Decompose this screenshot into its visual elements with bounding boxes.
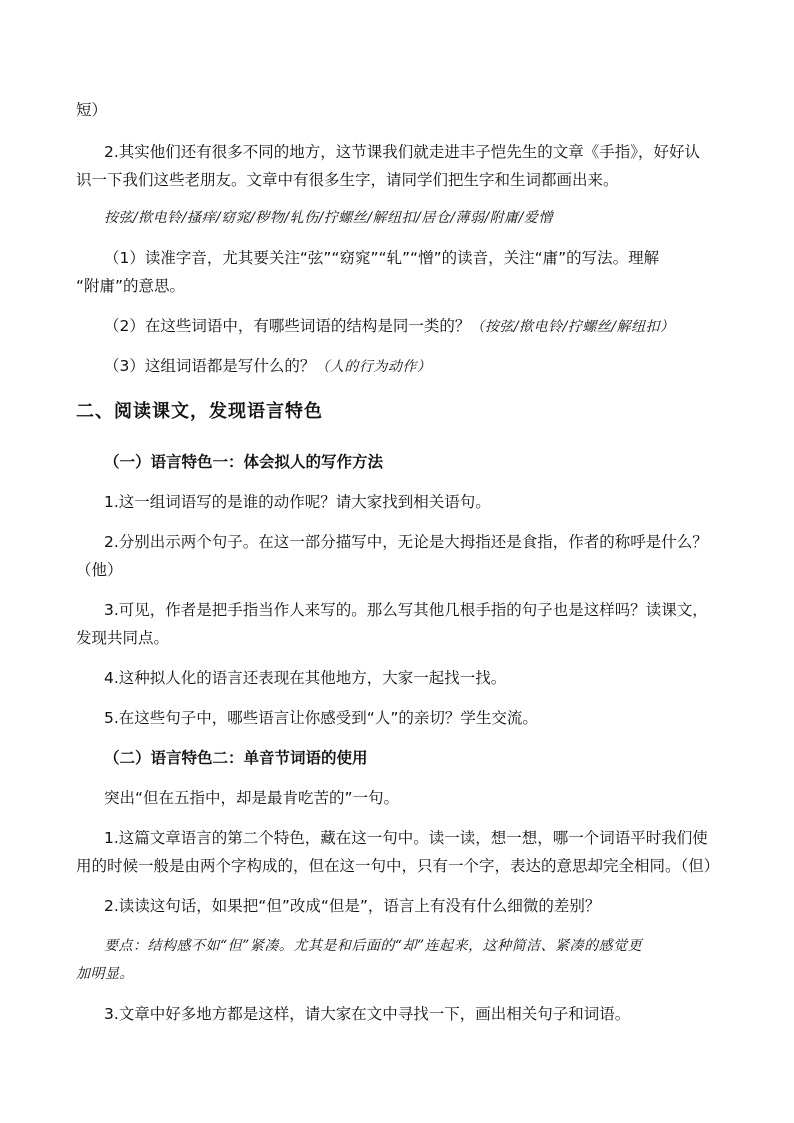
sub-item-1: （1）读准字音，尤其要关注“弦”“窈窕”“轧”“憎”的读音，关注“庸”的写法。理解 [104, 249, 660, 267]
vocabulary-list: 按弦/揿电铃/搔痒/窈窕/秽物/轧伤/拧螺丝/解纽扣/居仓/薄弱/附庸/爱憎 [104, 210, 553, 226]
item-b3: 3.文章中好多地方都是这样，请大家在文中寻找一下，画出相关句子和词语。 [104, 1005, 631, 1023]
step-2-paragraph: 2.其实他们还有很多不同的地方，这节课我们就走进丰子恺先生的文章《手指》，好好认 [104, 143, 701, 161]
key-point: 要点：结构感不如“但”紧凑。尤其是和后面的“却”连起来，这种简洁、紧凑的感觉更 [104, 938, 643, 954]
item-2: 2.分别出示两个句子。在这一部分描写中，无论是大拇指还是食指，作者的称呼是什么？ [104, 533, 708, 551]
step-2-paragraph-cont: 识一下我们这些老朋友。文章中有很多生字，请同学们把生字和生词都画出来。 [76, 171, 619, 189]
item-4: 4.这种拟人化的语言还表现在其他地方，大家一起找一找。 [104, 669, 507, 687]
item-b2: 2.读读这句话，如果把“但”改成“但是”，语言上有没有什么细微的差别？ [104, 897, 601, 915]
item-5: 5.在这些句子中，哪些语言让你感受到“人”的亲切？学生交流。 [104, 709, 538, 727]
key-point-cont: 加明显。 [76, 966, 134, 982]
sub-item-2-answer: （按弦/揿电铃/拧螺丝/解纽扣） [470, 319, 675, 335]
sub-item-2 [104, 316, 675, 337]
item-2-cont: （他） [76, 561, 123, 579]
sub-item-3-question: （3）这组词语都是写什么的？ [104, 357, 316, 375]
sub-item-3 [104, 356, 431, 377]
subsection-heading-1: （一）语言特色一：体会拟人的写作方法 [104, 453, 384, 471]
sub-item-2-question: （2）在这些词语中，有哪些词语的结构是同一类的？ [104, 317, 471, 335]
item-1: 1.这一组词语写的是谁的动作呢？请大家找到相关语句。 [104, 493, 491, 511]
item-3: 3.可见，作者是把手指当作人来写的。那么写其他几根手指的句子也是这样吗？读课文， [104, 601, 708, 619]
section-heading-2: 二、阅读课文，发现语言特色 [76, 401, 323, 422]
item-3-cont: 发现共同点。 [76, 629, 170, 647]
subsection-heading-2: （二）语言特色二：单音节词语的使用 [104, 749, 368, 767]
item-b1-cont: 用的时候一般是由两个字构成的，但在这一句中，只有一个字，表达的意思却完全相同。（但） [76, 857, 720, 875]
continuation-text: 短） [76, 101, 108, 119]
sub-item-1-cont: “附庸”的意思。 [76, 277, 186, 295]
sub-item-3-answer: （人的行为动作） [315, 359, 432, 375]
item-b1: 1.这篇文章语言的第二个特色，藏在这一句中。读一读，想一想，哪一个词语平时我们使 [104, 829, 708, 847]
highlight-sentence: 突出“但在五指中，却是最肯吃苦的”一句。 [104, 789, 400, 807]
